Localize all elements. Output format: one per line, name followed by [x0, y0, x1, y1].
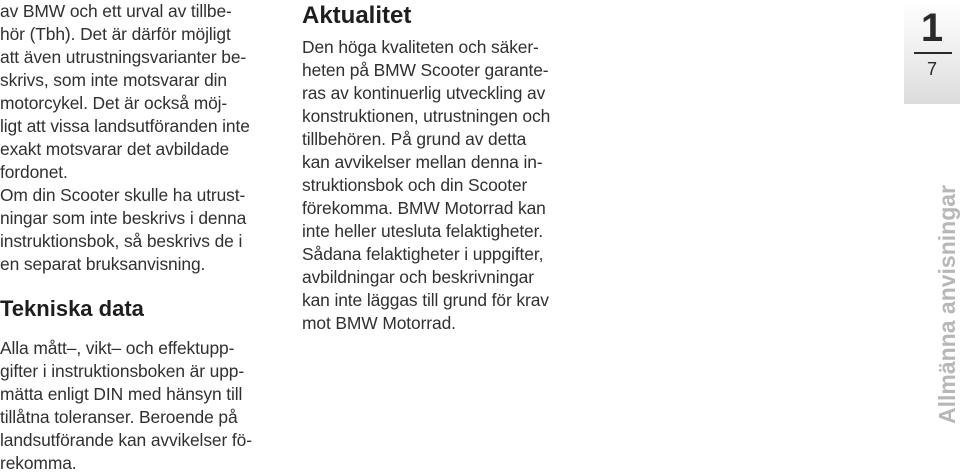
text-line: Alla mått–, vikt– och effektupp-: [0, 338, 235, 358]
text-line: tillåtna toleranser. Beroende på: [0, 407, 238, 427]
text-line: avbildningar och beskrivningar: [302, 267, 534, 287]
section-heading-tekniska-data: Tekniska data: [0, 296, 144, 321]
chapter-sidebar: [904, 0, 960, 462]
text-line: Den höga kvaliteten och säker-: [302, 37, 539, 57]
text-line: konstruktionen, utrustningen och: [302, 106, 551, 126]
body-paragraph: [302, 36, 602, 335]
text-line: kan avvikelser mellan denna in-: [302, 152, 543, 172]
text-line: landsutförande kan avvikelser fö-: [0, 430, 252, 450]
section-title-vertical: Allmänna anvisningar: [934, 184, 960, 424]
text-line: ligt att vissa landsutföranden inte: [0, 116, 250, 136]
text-line: av BMW och ett urval av tillbe-: [0, 1, 232, 21]
text-line: skrivs, som inte motsvarar din: [0, 70, 228, 90]
text-line: förekomma. BMW Motorrad kan: [302, 198, 546, 218]
left-column: [0, 0, 290, 475]
text-line: ningar som inte beskrivs i denna: [0, 208, 247, 228]
chapter-number: 1: [920, 6, 944, 50]
text-line: kan inte läggas till grund för krav: [302, 290, 549, 310]
text-line: instruktionsbok, så beskrivs de i: [0, 231, 243, 251]
text-line: en separat bruksanvisning.: [0, 254, 206, 274]
text-line: struktionsbok och din Scooter: [302, 175, 528, 195]
section-heading-aktualitet: Aktualitet: [302, 2, 412, 29]
body-paragraph: [0, 184, 290, 276]
text-line: rekomma.: [0, 453, 77, 473]
chapter-tab: [904, 0, 960, 104]
text-line: motorcykel. Det är också möj-: [0, 93, 228, 113]
text-line: gifter i instruktionsboken är upp-: [0, 361, 245, 381]
text-line: Sådana felaktigheter i uppgifter,: [302, 244, 544, 264]
text-line: mätta enligt DIN med hänsyn till: [0, 384, 243, 404]
text-line: exakt motsvarar det avbildade: [0, 139, 230, 159]
text-line: hör (Tbh). Det är därför möjligt: [0, 24, 231, 44]
text-line: mot BMW Motorrad.: [302, 313, 456, 333]
text-line: tillbehören. På grund av detta: [302, 129, 527, 149]
body-paragraph: [0, 0, 290, 184]
text-line: fordonet.: [0, 162, 68, 182]
chapter-divider: [914, 52, 952, 54]
text-line: ras av kontinuerlig utveckling av: [302, 83, 546, 103]
text-line: inte heller utesluta felaktigheter.: [302, 221, 544, 241]
body-paragraph: [0, 337, 290, 475]
text-line: att även utrustningsvarianter be-: [0, 47, 247, 67]
text-line: heten på BMW Scooter garante-: [302, 60, 549, 80]
middle-column: [302, 0, 602, 335]
text-line: Om din Scooter skulle ha utrust-: [0, 185, 246, 205]
page-number: 7: [926, 59, 937, 79]
